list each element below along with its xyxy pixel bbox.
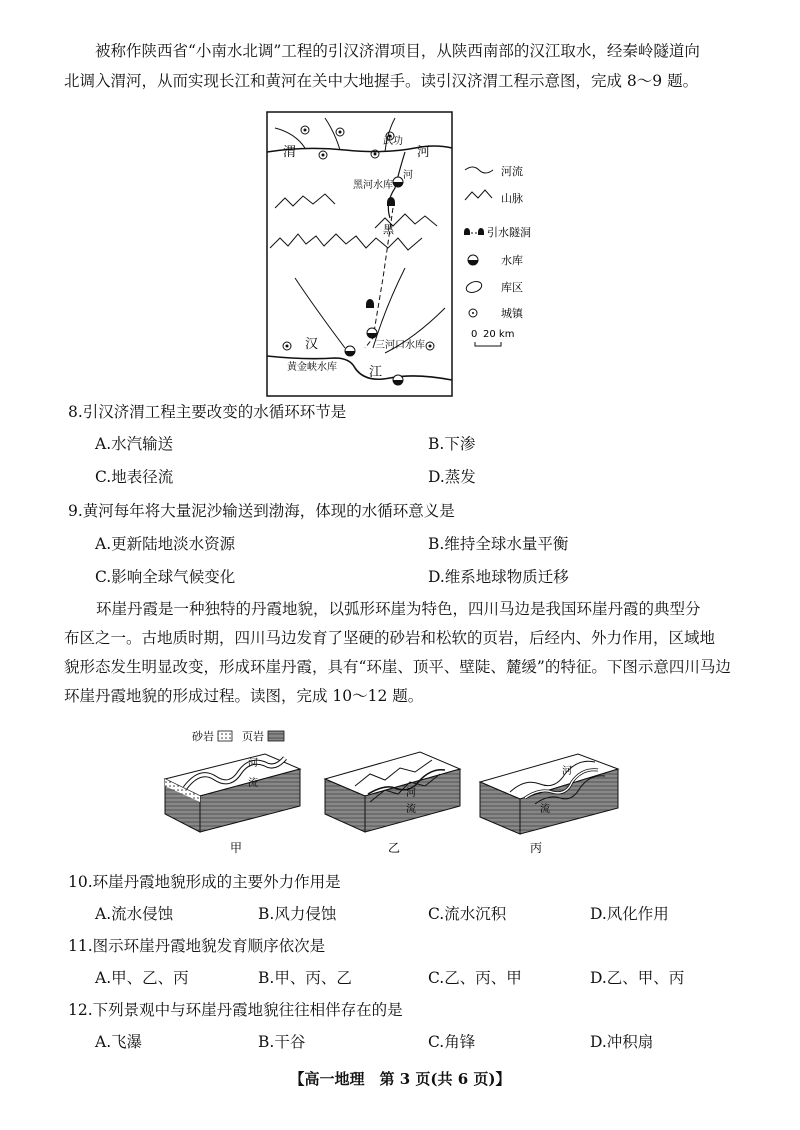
label-he: 河 <box>417 145 431 160</box>
caption-yi: 乙 <box>388 841 401 855</box>
intro1-line2-row <box>64 70 698 92</box>
legend-mountain-symbol <box>465 190 492 200</box>
q10-option-c[interactable]: C.流水沉积 <box>428 905 507 923</box>
label-flow-2: 流 <box>406 804 416 815</box>
label-he2: 河 <box>403 170 413 181</box>
label-flow-3: 流 <box>540 804 550 815</box>
legend-shale: 页岩 <box>242 730 264 743</box>
legend-sandstone: 砂岩 <box>192 730 214 743</box>
q12-option-d[interactable]: D.冲积扇 <box>590 1033 654 1051</box>
legend-reservoir-area: 库区 <box>501 281 523 294</box>
label-sanhekou: 三河口水库 <box>375 340 425 351</box>
map-figure <box>265 108 535 398</box>
intro2-line4: 环崖丹霞地貌的形成过程。读图，完成 10～12 题。 <box>64 687 424 705</box>
intro1-line2: 北调入渭河，从而实现长江和黄河在关中大地握手。读引汉济渭工程示意图，完成 8～9 题。 <box>64 72 699 90</box>
label-river-1: 河 <box>248 758 258 769</box>
question-11-stem: 11.图示环崖丹霞地貌发育顺序依次是 <box>68 937 326 955</box>
legend-river: 河流 <box>501 165 523 178</box>
question-9-stem: 9.黄河每年将大量泥沙输送到渤海，体现的水循环意义是 <box>68 502 455 520</box>
q12-option-c[interactable]: C.角锋 <box>428 1033 476 1051</box>
q8-option-d[interactable]: D.蒸发 <box>428 468 476 486</box>
q9-option-b[interactable]: B.维持全球水量平衡 <box>428 535 569 553</box>
q8-option-a[interactable]: A.水汽输送 <box>95 435 174 453</box>
legend-town: 城镇 <box>501 307 523 320</box>
intro-paragraph-1 <box>64 40 700 62</box>
label-flow-1: 流 <box>248 778 258 789</box>
q10-option-a[interactable]: A.流水侵蚀 <box>95 905 174 923</box>
legend-shale-swatch <box>268 731 284 741</box>
label-heihe-reservoir: 黑河水库 <box>353 180 393 191</box>
intro2-line3: 貌形态发生明显改变，形成环崖丹霞，具有“环崖、顶平、壁陡、麓缓”的特征。下图示意四川马边 <box>64 658 731 676</box>
scale-zero: 0 <box>471 329 478 340</box>
label-han: 汉 <box>305 337 319 352</box>
q12-option-a[interactable]: A.飞瀑 <box>95 1033 143 1051</box>
q11-option-b[interactable]: B.甲、丙、乙 <box>258 969 352 987</box>
block-yi <box>325 752 460 832</box>
label-river-2: 河 <box>406 788 416 799</box>
q12-option-b[interactable]: B.干谷 <box>258 1033 306 1051</box>
landform-diagram <box>140 724 630 859</box>
q9-option-d[interactable]: D.维系地球物质迁移 <box>428 568 569 586</box>
caption-bing: 丙 <box>530 841 543 855</box>
scale-distance: 20 km <box>483 329 515 340</box>
caption-jia: 甲 <box>230 841 243 855</box>
scale-bar <box>475 342 501 346</box>
block-jia <box>165 754 300 832</box>
q11-option-c[interactable]: C.乙、丙、甲 <box>428 969 522 987</box>
legend-reservoir: 水库 <box>501 254 523 267</box>
q10-option-b[interactable]: B.风力侵蚀 <box>258 905 337 923</box>
question-12-stem: 12.下列景观中与环崖丹霞地貌往往相伴存在的是 <box>68 1001 403 1019</box>
intro1-line1: 被称作陕西省“小南水北调”工程的引汉济渭项目，从陕西南部的汉江取水，经秦岭隧道向 <box>95 42 700 60</box>
label-jiang: 江 <box>369 365 383 380</box>
label-hei: 黑 <box>383 223 394 236</box>
label-river-3: 河 <box>562 766 572 777</box>
intro2-line2: 布区之一。古地质时期，四川马边发育了坚硬的砂岩和松软的页岩，后经内、外力作用，区域地 <box>64 629 716 647</box>
q11-option-d[interactable]: D.乙、甲、丙 <box>590 969 685 987</box>
question-8-stem: 8.引汉济渭工程主要改变的水循环环节是 <box>68 403 347 421</box>
q9-option-a[interactable]: A.更新陆地淡水资源 <box>95 535 236 553</box>
legend-tunnel-symbol <box>478 228 484 235</box>
label-wugong: 武功 <box>383 136 403 147</box>
legend-sandstone-swatch <box>218 731 232 741</box>
legend-tunnel: 引水隧洞 <box>487 226 531 239</box>
block-bing <box>480 754 618 834</box>
legend-river-symbol <box>465 167 493 173</box>
question-10-stem: 10.环崖丹霞地貌形成的主要外力作用是 <box>68 873 341 891</box>
q11-option-a[interactable]: A.甲、乙、丙 <box>95 969 189 987</box>
legend-mountain: 山脉 <box>501 192 523 205</box>
q8-option-c[interactable]: C.地表径流 <box>95 468 174 486</box>
page-footer: 【高一地理 第 3 页(共 6 页)】 <box>289 1070 511 1088</box>
label-huangjinxia: 黄金峡水库 <box>287 362 337 373</box>
label-wei: 渭 <box>283 145 297 160</box>
intro2-line1: 环崖丹霞是一种独特的丹霞地貌，以弧形环崖为特色，四川马边是我国环崖丹霞的典型分 <box>96 600 701 618</box>
q8-option-b[interactable]: B.下渗 <box>428 435 476 453</box>
q10-option-d[interactable]: D.风化作用 <box>590 905 669 923</box>
legend-reservoir-area-symbol <box>465 280 483 295</box>
q9-option-c[interactable]: C.影响全球气候变化 <box>95 568 236 586</box>
